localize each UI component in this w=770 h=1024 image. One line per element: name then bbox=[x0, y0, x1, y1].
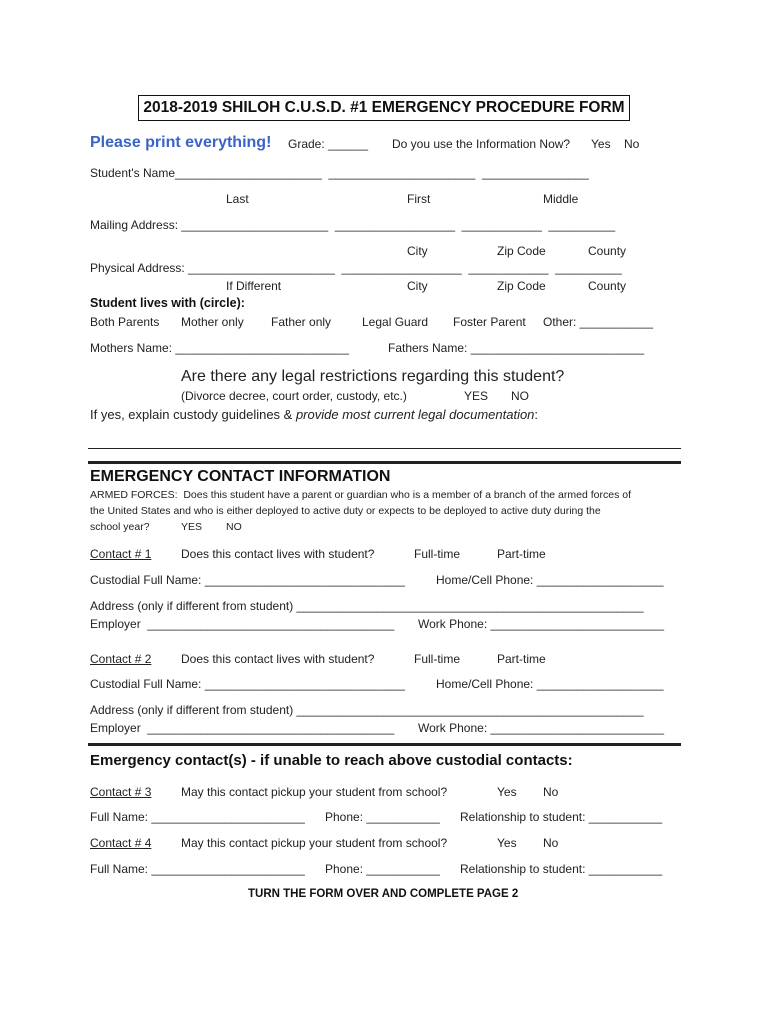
if-different-label: If Different bbox=[226, 279, 282, 293]
grade-field[interactable]: Grade: ______ bbox=[288, 137, 369, 151]
custody-explain bbox=[90, 408, 538, 421]
contact-3-no[interactable]: No bbox=[543, 785, 559, 799]
form-title: 2018-2019 SHILOH C.U.S.D. #1 EMERGENCY PROCEDURE FORM bbox=[138, 95, 630, 121]
contact-2-employer[interactable]: Employer _____________________________________ bbox=[90, 721, 395, 735]
contact-3-yes[interactable]: Yes bbox=[497, 785, 517, 799]
zip-label-2: Zip Code bbox=[497, 279, 546, 293]
fathers-name-field[interactable]: Fathers Name: __________________________ bbox=[388, 341, 645, 355]
custody-explain-italic: provide most current legal documentation bbox=[295, 407, 535, 422]
option-father-only[interactable]: Father only bbox=[271, 315, 332, 329]
contact-1-address[interactable]: Address (only if different from student) ____________________________________________________ bbox=[90, 599, 644, 613]
zip-label: Zip Code bbox=[497, 244, 546, 258]
contact-2-parttime[interactable]: Part-time bbox=[497, 652, 546, 666]
contact-4-label: Contact # 4 bbox=[90, 836, 152, 850]
mothers-name-field[interactable]: Mothers Name: __________________________ bbox=[90, 341, 349, 355]
first-label: First bbox=[407, 192, 431, 206]
middle-label: Middle bbox=[543, 192, 579, 206]
contact-1-label: Contact # 1 bbox=[90, 547, 152, 561]
contact-1-employer[interactable]: Employer _____________________________________ bbox=[90, 617, 395, 631]
custody-answer-line[interactable] bbox=[88, 448, 681, 449]
print-note: Please print everything! bbox=[90, 134, 272, 151]
contact-4-question: May this contact pickup your student from school? bbox=[181, 836, 448, 850]
legal-question: Are there any legal restrictions regarding this student? bbox=[181, 368, 565, 385]
contact-2-custodial-name[interactable]: Custodial Full Name: ______________________________ bbox=[90, 677, 405, 691]
armed-forces-line-3: school year? bbox=[90, 521, 150, 533]
option-both-parents[interactable]: Both Parents bbox=[90, 315, 160, 329]
contact-1-fulltime[interactable]: Full-time bbox=[414, 547, 461, 561]
custody-explain-colon: : bbox=[534, 407, 539, 422]
county-label: County bbox=[588, 244, 627, 258]
last-label: Last bbox=[226, 192, 249, 206]
contact-1-work-phone[interactable]: Work Phone: __________________________ bbox=[418, 617, 664, 631]
emergency-heading: EMERGENCY CONTACT INFORMATION bbox=[90, 468, 391, 485]
contact-2-address[interactable]: Address (only if different from student) ____________________________________________________ bbox=[90, 703, 644, 717]
city-label: City bbox=[407, 244, 428, 258]
legal-yes[interactable]: YES bbox=[464, 389, 489, 403]
info-now-yes[interactable]: Yes bbox=[591, 137, 611, 151]
legal-no[interactable]: NO bbox=[511, 389, 529, 403]
contact-4-relationship[interactable]: Relationship to student: ___________ bbox=[460, 862, 663, 876]
contact-3-full-name[interactable]: Full Name: _______________________ bbox=[90, 810, 305, 824]
info-now-question: Do you use the Information Now? bbox=[392, 137, 571, 151]
option-other[interactable]: Other: ___________ bbox=[543, 315, 654, 329]
student-name-field[interactable]: Student's Name______________________ ______________________ ________________ bbox=[90, 166, 589, 180]
option-legal-guard[interactable]: Legal Guard bbox=[362, 315, 429, 329]
contact-1-parttime[interactable]: Part-time bbox=[497, 547, 546, 561]
lives-with-heading: Student lives with (circle): bbox=[90, 296, 245, 310]
section-divider bbox=[88, 461, 681, 464]
armed-forces-line-1: ARMED FORCES: Does this student have a parent or guardian who is a member of a branch of the armed forces of bbox=[90, 489, 632, 501]
info-now-no[interactable]: No bbox=[624, 137, 640, 151]
contact-2-home-phone[interactable]: Home/Cell Phone: ___________________ bbox=[436, 677, 664, 691]
armed-forces-yes[interactable]: YES bbox=[181, 521, 203, 533]
contact-2-fulltime[interactable]: Full-time bbox=[414, 652, 461, 666]
contact-4-full-name[interactable]: Full Name: _______________________ bbox=[90, 862, 305, 876]
contact-3-relationship[interactable]: Relationship to student: ___________ bbox=[460, 810, 663, 824]
contact-1-question: Does this contact lives with student? bbox=[181, 547, 375, 561]
contact-4-yes[interactable]: Yes bbox=[497, 836, 517, 850]
physical-address-field[interactable]: Physical Address: ______________________ __________________ ____________ __________ bbox=[90, 261, 622, 275]
contact-2-work-phone[interactable]: Work Phone: __________________________ bbox=[418, 721, 664, 735]
contact-4-no[interactable]: No bbox=[543, 836, 559, 850]
contact-2-label: Contact # 2 bbox=[90, 652, 152, 666]
armed-forces-no[interactable]: NO bbox=[226, 521, 242, 533]
contact-3-question: May this contact pickup your student from school? bbox=[181, 785, 448, 799]
contact-3-label: Contact # 3 bbox=[90, 785, 152, 799]
option-mother-only[interactable]: Mother only bbox=[181, 315, 244, 329]
contact-1-home-phone[interactable]: Home/Cell Phone: ___________________ bbox=[436, 573, 664, 587]
custody-explain-text: If yes, explain custody guidelines & bbox=[90, 407, 296, 422]
option-foster-parent[interactable]: Foster Parent bbox=[453, 315, 526, 329]
section-divider-2 bbox=[88, 743, 681, 746]
city-label-2: City bbox=[407, 279, 428, 293]
contact-4-phone[interactable]: Phone: ___________ bbox=[325, 862, 440, 876]
legal-subtext: (Divorce decree, court order, custody, etc.) bbox=[181, 389, 407, 403]
footer-instruction: TURN THE FORM OVER AND COMPLETE PAGE 2 bbox=[248, 888, 519, 900]
contact-3-phone[interactable]: Phone: ___________ bbox=[325, 810, 440, 824]
contact-1-custodial-name[interactable]: Custodial Full Name: ______________________________ bbox=[90, 573, 405, 587]
alt-contacts-heading: Emergency contact(s) - if unable to reach above custodial contacts: bbox=[90, 752, 573, 769]
mailing-address-field[interactable]: Mailing Address: ______________________ __________________ ____________ __________ bbox=[90, 218, 616, 232]
contact-2-question: Does this contact lives with student? bbox=[181, 652, 375, 666]
county-label-2: County bbox=[588, 279, 627, 293]
armed-forces-line-2: the United States and who is either deployed to active duty or expects to be deployed to active duty during the bbox=[90, 505, 601, 517]
